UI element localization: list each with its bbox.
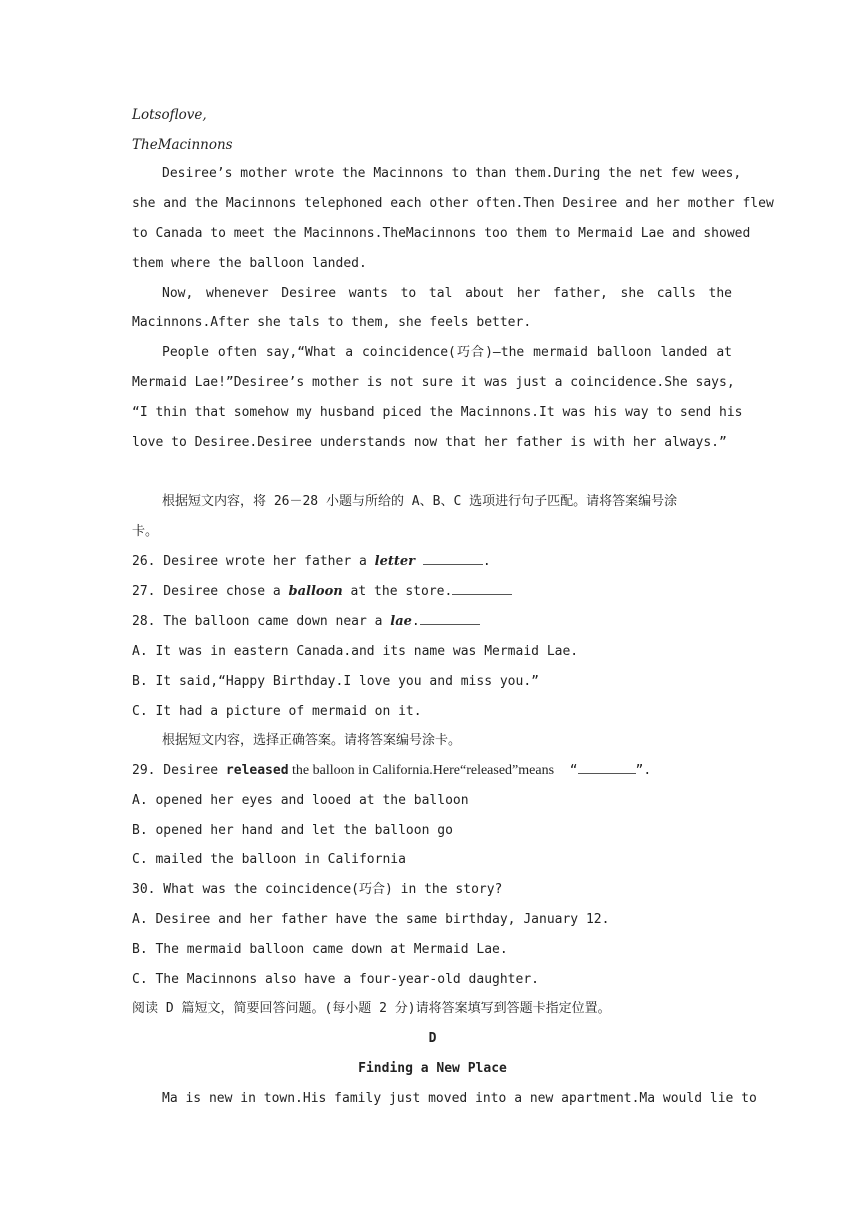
question-30: 30. What was the coincidence(巧合) in the story? bbox=[132, 882, 503, 897]
q26-text: 26. Desiree wrote her father a bbox=[132, 554, 375, 569]
question-26: 26. Desiree wrote her father a letter . bbox=[132, 550, 732, 574]
q27-keyword: balloon bbox=[288, 584, 343, 599]
matching-instruction-cont: 卡。 bbox=[132, 524, 159, 539]
q26-keyword: letter bbox=[374, 554, 415, 569]
q28-keyword: lae bbox=[390, 614, 412, 629]
section-d-instruction: 阅读 D 篇短文，简要回答问题。(每小题 2 分)请将答案填写到答题卡指定位置。 bbox=[132, 1001, 611, 1016]
q28-answer-blank[interactable] bbox=[420, 611, 480, 625]
q29-option-c: C. mailed the balloon in California bbox=[132, 852, 406, 867]
section-d-title: Finding a New Place bbox=[358, 1061, 507, 1076]
letter-closing: Lotsoflove, bbox=[132, 107, 207, 123]
question-27 bbox=[132, 580, 732, 604]
q29-text: 29. Desiree bbox=[132, 763, 226, 778]
q27-text-end: at the store. bbox=[342, 584, 453, 599]
q30-option-c: C. The Macinnons also have a four-year-old daughter. bbox=[132, 972, 539, 987]
match-option-a: A. It was in eastern Canada.and its name was Mermaid Lae. bbox=[132, 644, 579, 659]
story-p3-line1: People often say,“What a coincidence(巧合)—the mermaid balloon landed at bbox=[162, 345, 732, 360]
choice-instruction: 根据短文内容，选择正确答案。请将答案编号涂卡。 bbox=[162, 733, 462, 748]
story-p1-line3: to Canada to meet the Macinnons.TheMacinnons too them to Mermaid Lae and showed bbox=[132, 226, 751, 241]
q29-text-middle: the balloon in California.Here“released”means bbox=[288, 763, 555, 778]
q26-answer-blank[interactable] bbox=[423, 551, 483, 565]
match-option-b: B. It said,“Happy Birthday.I love you and miss you.” bbox=[132, 674, 539, 689]
question-29: 29. Desiree released the balloon in California.Here“released”means “ ”. bbox=[132, 759, 737, 783]
story-p2-line2: Macinnons.After she tals to them, she feels better. bbox=[132, 315, 532, 330]
story-p2-line1: Now, whenever Desiree wants to tal about her father, she calls the bbox=[162, 286, 732, 301]
q27-text: 27. Desiree chose a bbox=[132, 584, 289, 599]
story-p3-line3: “I thin that somehow my husband piced the Macinnons.It was his way to send his bbox=[132, 405, 743, 420]
story-p3-line2: Mermaid Lae!”Desiree’s mother is not sure it was just a coincidence.She says, bbox=[132, 375, 735, 390]
q29-option-a: A. opened her eyes and looed at the balloon bbox=[132, 793, 469, 808]
q27-answer-blank[interactable] bbox=[452, 581, 512, 595]
q29-option-b: B. opened her hand and let the balloon go bbox=[132, 823, 453, 838]
story-p1-line4: them where the balloon landed. bbox=[132, 256, 367, 271]
q29-keyword: released bbox=[225, 763, 289, 778]
letter-signature: TheMacinnons bbox=[132, 137, 233, 153]
story-p1-line1: Desiree’s mother wrote the Macinnons to than them.During the net few wees, bbox=[162, 166, 742, 181]
question-28: 28. The balloon came down near a lae. bbox=[132, 610, 732, 634]
section-d-first-line: Ma is new in town.His family just moved into a new apartment.Ma would lie to bbox=[162, 1091, 757, 1106]
match-option-c: C. It had a picture of mermaid on it. bbox=[132, 704, 422, 719]
q29-answer-blank[interactable] bbox=[578, 760, 636, 774]
q30-option-a: A. Desiree and her father have the same birthday, January 12. bbox=[132, 912, 610, 927]
story-p3-line4: love to Desiree.Desiree understands now that her father is with her always.” bbox=[132, 435, 727, 450]
matching-instruction: 根据短文内容，将 26－28 小题与所给的 A、B、C 选项进行句子匹配。请将答案编号涂 bbox=[162, 494, 678, 509]
q30-option-b: B. The mermaid balloon came down at Mermaid Lae. bbox=[132, 942, 508, 957]
section-d-letter: D bbox=[428, 1031, 437, 1046]
story-p1-line2: she and the Macinnons telephoned each other often.Then Desiree and her mother flew bbox=[132, 196, 774, 211]
q28-text: 28. The balloon came down near a bbox=[132, 614, 391, 629]
